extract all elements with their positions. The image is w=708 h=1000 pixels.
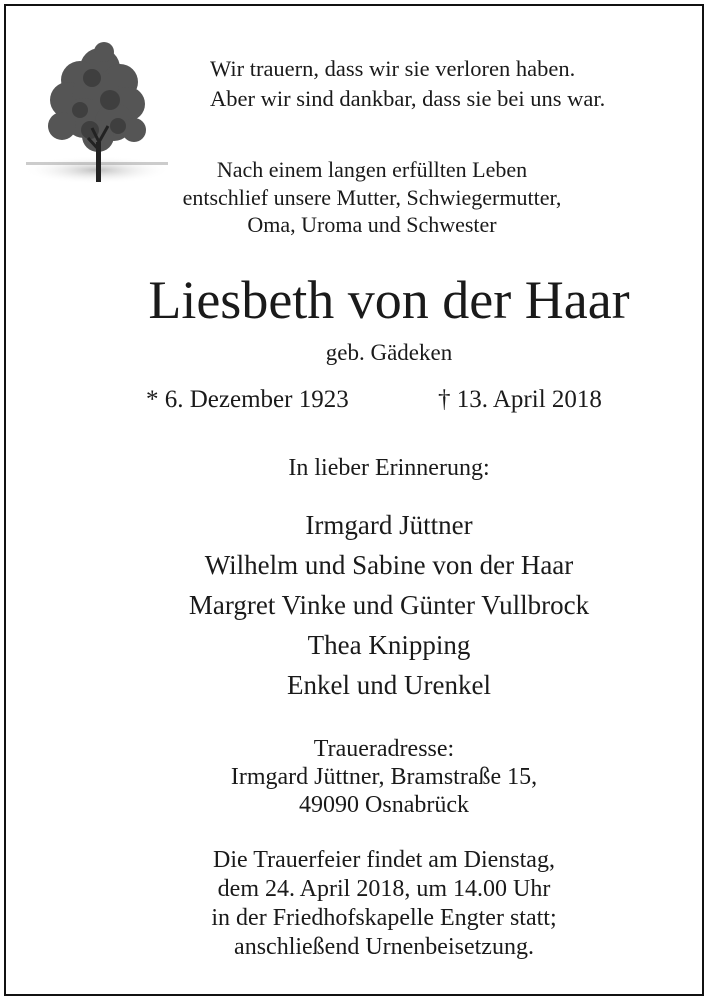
death-date: † 13. April 2018 (438, 386, 602, 413)
mourner: Thea Knipping (307, 630, 471, 660)
mourners-list (0, 505, 708, 705)
address-line: Irmgard Jüttner, Bramstraße 15, (230, 764, 538, 790)
mourning-address (0, 735, 708, 819)
service-line: dem 24. April 2018, um 14.00 Uhr (217, 876, 551, 902)
address-line: 49090 Osnabrück (299, 792, 469, 818)
service-line: in der Friedhofskapelle Engter statt; (211, 905, 557, 931)
intro-text (0, 156, 708, 239)
birth-name: geb. Gädeken (325, 340, 453, 365)
quote-line: Wir trauern, dass wir sie verloren haben. (210, 56, 576, 81)
memory-heading: In lieber Erinnerung: (288, 455, 490, 481)
mourner: Irmgard Jüttner (305, 510, 473, 540)
intro-line: entschlief unsere Mutter, Schwiegermutter, (182, 184, 562, 210)
quote-line: Aber wir sind dankbar, dass sie bei uns war. (210, 86, 606, 111)
funeral-service-info (0, 846, 708, 962)
mourner: Margret Vinke und Günter Vullbrock (188, 590, 590, 620)
intro-line: Nach einem langen erfüllten Leben (216, 157, 528, 182)
birth-date: * 6. Dezember 1923 (146, 386, 349, 413)
service-line: Die Trauerfeier findet am Dienstag, (213, 847, 555, 873)
intro-line: Oma, Uroma und Schwester (247, 212, 497, 237)
address-heading: Traueradresse: (313, 736, 455, 762)
service-line: anschließend Urnenbeisetzung. (234, 934, 534, 960)
deceased-name: Liesbeth von der Haar (148, 270, 630, 330)
mourner: Enkel und Urenkel (287, 670, 491, 700)
mourner: Wilhelm und Sabine von der Haar (204, 550, 574, 580)
quote (210, 54, 605, 114)
